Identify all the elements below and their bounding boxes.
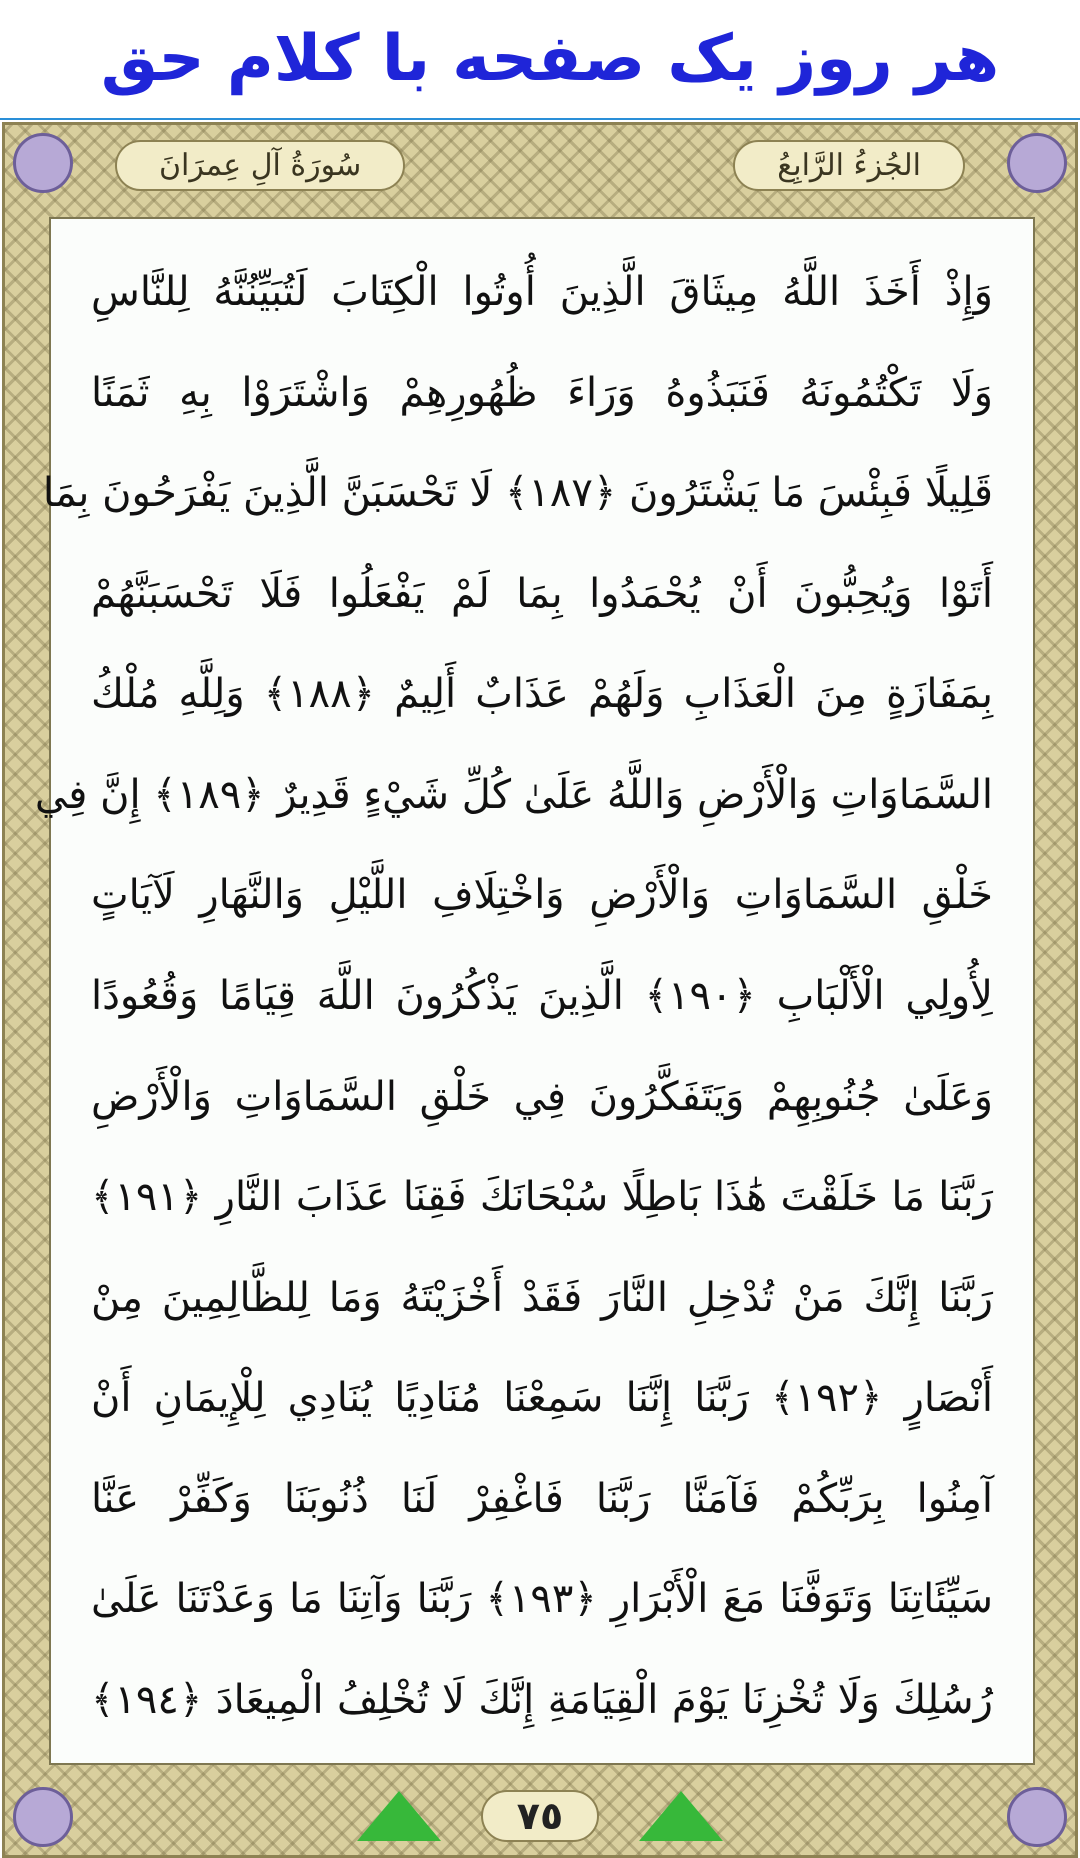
- verse-line: وَإِذْ أَخَذَ اللَّهُ مِيثَاقَ الَّذِينَ أُوتُوا الْكِتَابَ لَتُبَيِّنُنَّهُ لِلنَّاسِ: [91, 269, 993, 315]
- banner-title: هر روز یک صفحه با کلام حق: [100, 22, 1000, 96]
- corner-ornament-icon: [13, 133, 73, 193]
- verse-line: خَلْقِ السَّمَاوَاتِ وَالْأَرْضِ وَاخْتِلَافِ اللَّيْلِ وَالنَّهَارِ لَآيَاتٍ: [91, 872, 993, 919]
- banner: [0, 0, 1080, 120]
- verse-line: قَلِيلًا فَبِئْسَ مَا يَشْتَرُونَ ﴿١٨٧﴾ لَا تَحْسَبَنَّ الَّذِينَ يَفْرَحُونَ بِمَا: [42, 470, 993, 517]
- verse-line: رَبَّنَا مَا خَلَقْتَ هَٰذَا بَاطِلًا سُبْحَانَكَ فَقِنَا عَذَابَ النَّارِ ﴿١٩١﴾: [91, 1174, 993, 1221]
- page-number: ٧٥: [481, 1790, 599, 1842]
- verse-line: آمِنُوا بِرَبِّكُمْ فَآمَنَّا رَبَّنَا فَاغْفِرْ لَنَا ذُنُوبَنَا وَكَفِّرْ عَنَّا: [91, 1475, 993, 1522]
- verse-line: لِأُولِي الْأَلْبَابِ ﴿١٩٠﴾ الَّذِينَ يَذْكُرُونَ اللَّهَ قِيَامًا وَقُعُودًا: [91, 972, 993, 1019]
- verse-line: أَنْصَارٍ ﴿١٩٢﴾ رَبَّنَا إِنَّنَا سَمِعْنَا مُنَادِيًا يُنَادِي لِلْإِيمَانِ أَنْ: [91, 1375, 993, 1422]
- next-page-arrow-icon[interactable]: [639, 1791, 723, 1841]
- juz-name: الجُزءُ الرَّابِعُ: [733, 140, 965, 191]
- verse-line: رُسُلِكَ وَلَا تُخْزِنَا يَوْمَ الْقِيَامَةِ إِنَّكَ لَا تُخْلِفُ الْمِيعَادَ ﴿١٩٤﴾: [91, 1676, 993, 1723]
- verse-line: سَيِّئَاتِنَا وَتَوَفَّنَا مَعَ الْأَبْرَارِ ﴿١٩٣﴾ رَبَّنَا وَآتِنَا مَا وَعَدْتَنَا عَلَىٰ: [91, 1576, 994, 1623]
- corner-ornament-icon: [1007, 133, 1067, 193]
- surah-name: سُورَةُ آلِ عِمرَانَ: [115, 140, 405, 191]
- verse-line: وَلَا تَكْتُمُونَهُ فَنَبَذُوهُ وَرَاءَ ظُهُورِهِمْ وَاشْتَرَوْا بِهِ ثَمَنًا: [91, 369, 993, 416]
- verse-line: أَتَوْا وَيُحِبُّونَ أَنْ يُحْمَدُوا بِمَا لَمْ يَفْعَلُوا فَلَا تَحْسَبَنَّهُمْ: [91, 570, 993, 617]
- verse-line: بِمَفَازَةٍ مِنَ الْعَذَابِ وَلَهُمْ عَذَابٌ أَلِيمٌ ﴿١٨٨﴾ وَلِلَّهِ مُلْكُ: [91, 671, 993, 718]
- mushaf-frame: [2, 122, 1078, 1858]
- page-header: [5, 125, 1075, 205]
- page-footer: [5, 1777, 1075, 1855]
- quran-page: [34, 217, 1035, 1765]
- verse-lines: [34, 247, 994, 1745]
- verse-line: السَّمَاوَاتِ وَالْأَرْضِ وَاللَّهُ عَلَىٰ كُلِّ شَيْءٍ قَدِيرٌ ﴿١٨٩﴾ إِنَّ فِي: [34, 771, 993, 818]
- verse-line: رَبَّنَا إِنَّكَ مَنْ تُدْخِلِ النَّارَ فَقَدْ أَخْزَيْتَهُ وَمَا لِلظَّالِمِينَ مِنْ: [91, 1274, 993, 1321]
- previous-page-arrow-icon[interactable]: [357, 1791, 441, 1841]
- verse-line: وَعَلَىٰ جُنُوبِهِمْ وَيَتَفَكَّرُونَ فِي خَلْقِ السَّمَاوَاتِ وَالْأَرْضِ: [91, 1073, 993, 1120]
